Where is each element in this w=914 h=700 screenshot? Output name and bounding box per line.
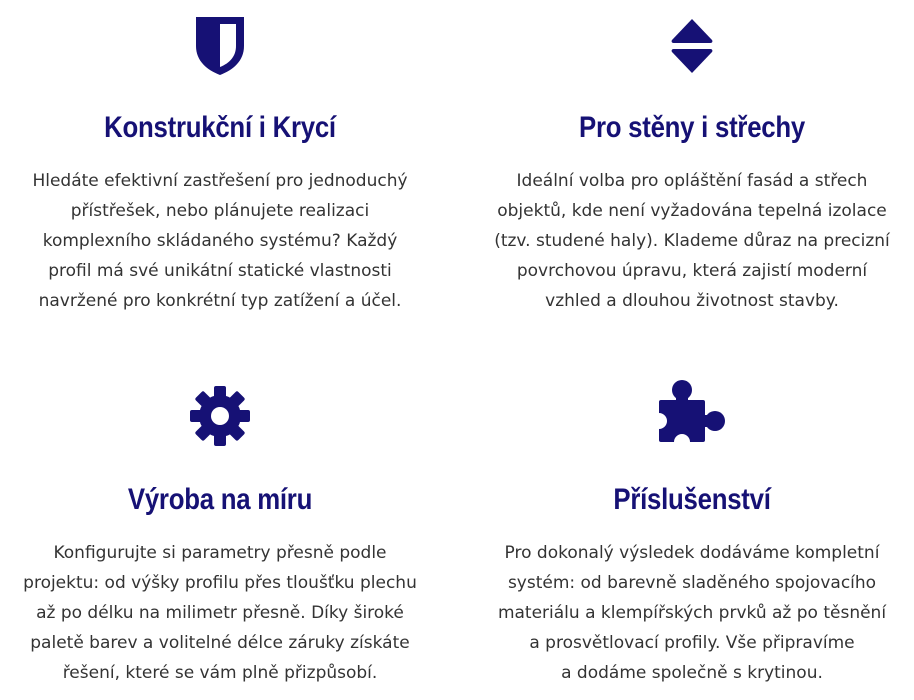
feature-title: Výroba na míru	[127, 483, 313, 516]
description-line: Hledáte efektivní zastřešení pro jednoduchý	[32, 171, 408, 191]
gear-icon	[188, 384, 252, 448]
feature-description	[472, 166, 912, 316]
feature-title: Pro stěny i střechy	[579, 111, 805, 144]
description-line: projektu: od výšky profilu přes tloušťku plechu	[23, 573, 417, 593]
sort-arrows-icon	[671, 18, 713, 74]
feature-title: Příslušenství	[613, 483, 771, 516]
description-line: materiálu a klempířských prvků až po těsnění	[497, 603, 887, 623]
description-line: vzhled a dlouhou životnost stavby.	[545, 291, 839, 311]
description-line: objektů, kde není vyžadována tepelná izolace	[497, 201, 887, 221]
description-line: a dodáme společně s krytinou.	[561, 663, 823, 683]
description-line: až po délku na milimetr přesně. Díky široké	[36, 603, 404, 623]
description-line: komplexního skládaného systému? Každý	[42, 231, 398, 251]
shield-icon	[195, 16, 245, 76]
description-line: Pro dokonalý výsledek dodáváme kompletní	[504, 543, 880, 563]
description-line: navržené pro konkrétní typ zatížení a účel.	[38, 291, 402, 311]
feature-description	[472, 538, 912, 688]
feature-description	[0, 166, 440, 316]
description-line: systém: od barevně sladěného spojovacího	[507, 573, 877, 593]
description-line: a prosvětlovací profily. Vše připravíme	[529, 633, 855, 653]
feature-description	[0, 538, 440, 688]
description-line: paletě barev a volitelné délce záruky získáte	[30, 633, 410, 653]
description-line: řešení, které se vám plně přizpůsobí.	[62, 663, 378, 683]
description-line: (tzv. studené haly). Klademe důraz na precizní	[494, 231, 890, 251]
description-line: Ideální volba pro opláštění fasád a střech	[516, 171, 868, 191]
feature-title: Konstrukční i Krycí	[104, 111, 336, 144]
description-line: přístřešek, nebo plánujete realizaci	[70, 201, 370, 221]
description-line: profil má své unikátní statické vlastnosti	[48, 261, 392, 281]
description-line: povrchovou úpravu, která zajistí moderní	[516, 261, 868, 281]
puzzle-piece-icon	[657, 380, 727, 444]
description-line: Konfigurujte si parametry přesně podle	[53, 543, 387, 563]
